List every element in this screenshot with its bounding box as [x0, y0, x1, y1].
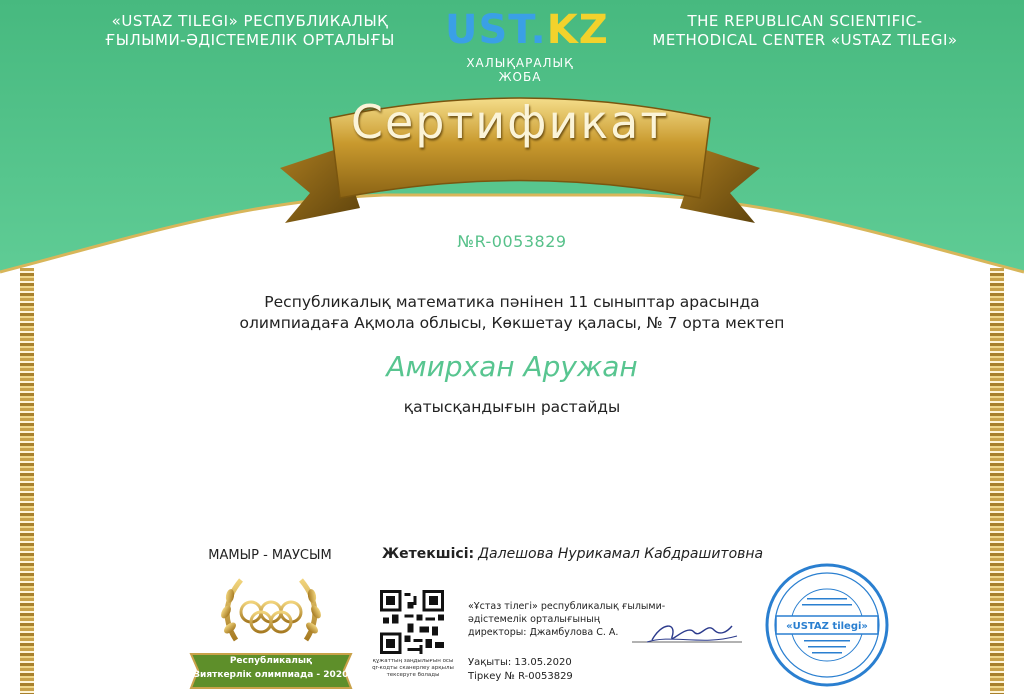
- stamp-center-text: «USTAZ tilegi»: [786, 621, 868, 632]
- left-gold-border: [20, 268, 34, 694]
- qr-caption: құжаттың заңдылығын осы qr-кодты сканерлеу арқылы тексеруге болады: [372, 658, 454, 678]
- description-line2: олимпиадаға Ақмола облысы, Көкшетау қаласы, № 7 орта мектеп: [239, 314, 785, 332]
- org-line1: «Ұстаз тілегі» республикалық ғылыми-: [468, 601, 666, 612]
- certificate-number: №R-0053829: [457, 232, 567, 251]
- description-line1: Республикалық математика пәнінен 11 сыныптар арасында: [264, 293, 760, 311]
- recipient-name: Амирхан Аружан: [386, 350, 638, 383]
- director-line: директоры: Джамбулова С. А.: [468, 627, 619, 638]
- supervisor-label: Жетекшісі:: [382, 546, 475, 562]
- official-stamp: [762, 560, 892, 690]
- logo-subtitle: ХАЛЫҚАРАЛЫҚ ЖОБА: [466, 56, 574, 84]
- date-line: Уақыты: 13.05.2020: [468, 657, 572, 668]
- header-left-line2: ҒЫЛЫМИ-ӘДІСТЕМЕЛІК ОРТАЛЫҒЫ: [105, 31, 395, 49]
- certificate-title: Сертификат: [350, 95, 670, 149]
- header-right-org: [640, 12, 970, 50]
- date-info: [468, 656, 573, 684]
- medal-text-line2: «Зияткерлік олимпиада - 2020»: [187, 670, 355, 680]
- medal-text-line1: Республикалық: [229, 656, 313, 666]
- header-right-line2: METHODICAL CENTER «USTAZ TILEGI»: [652, 31, 958, 49]
- ust-kz-logo: [445, 7, 609, 84]
- org-line2: әдістемелік орталығының: [468, 614, 601, 625]
- logo-text-kz: KZ: [546, 7, 609, 53]
- header-left-line1: «USTAZ TILEGI» РЕСПУБЛИКАЛЫҚ: [111, 12, 389, 30]
- confirmation-text: қатысқандығын растайды: [403, 398, 621, 416]
- logo-text-ust: UST.: [445, 7, 547, 53]
- header-left-org: [85, 12, 415, 50]
- header-right-line1: THE REPUBLICAN SCIENTIFIC-: [687, 12, 923, 30]
- season-label: МАМЫР - МАУСЫМ: [208, 548, 332, 563]
- certificate-description: [170, 292, 854, 334]
- supervisor: [382, 546, 802, 562]
- registration-number: Тіркеу № R-0053829: [468, 671, 573, 682]
- qr-code-icon: [380, 590, 444, 654]
- supervisor-name: Далешова Нурикамал Кабдрашитовна: [478, 546, 764, 562]
- right-gold-border: [990, 268, 1004, 694]
- signature-image: [632, 612, 742, 652]
